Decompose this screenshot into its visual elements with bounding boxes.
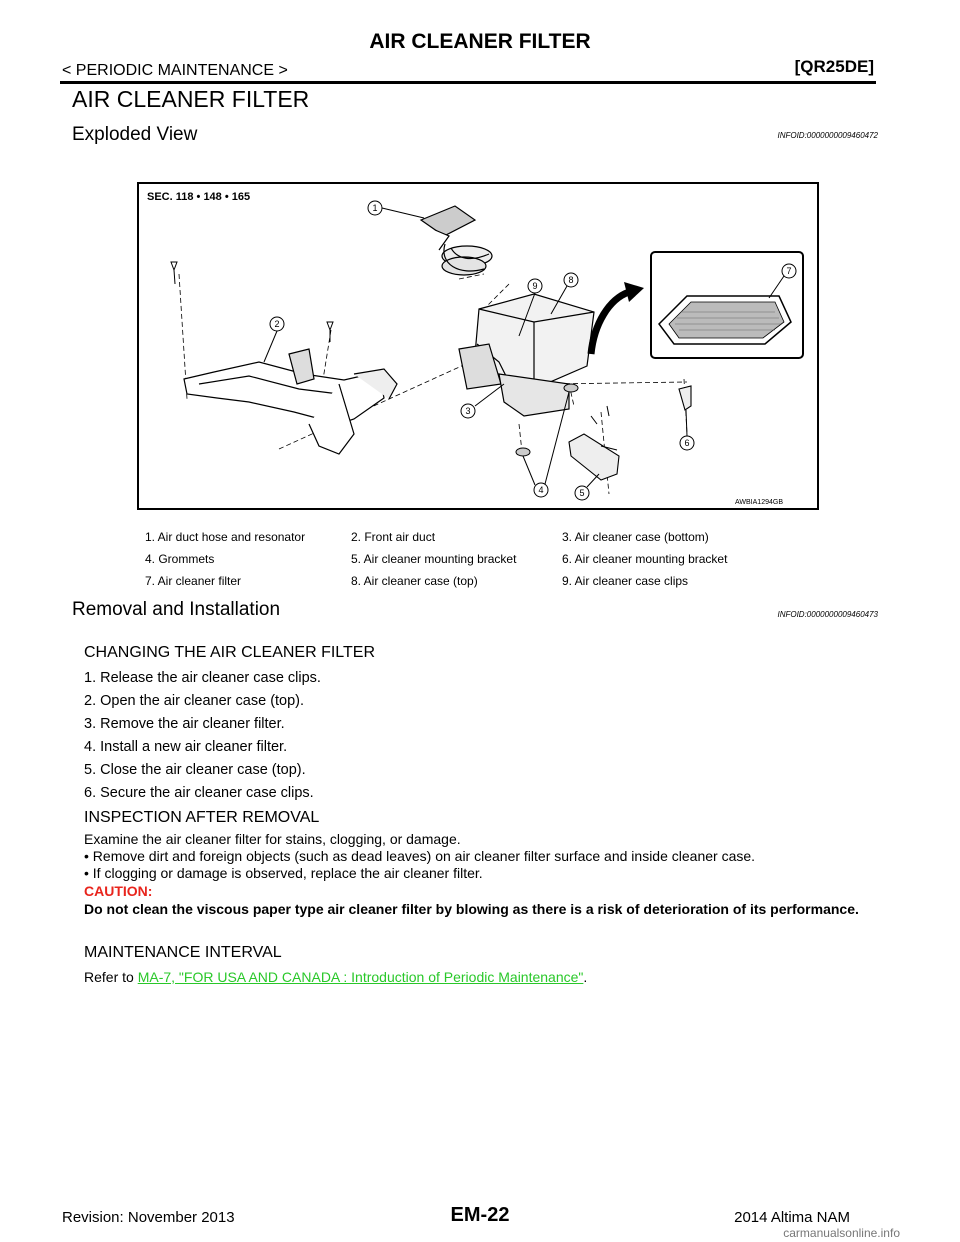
maintenance-interval-heading: MAINTENANCE INTERVAL: [84, 944, 282, 961]
svg-text:5: 5: [579, 488, 585, 498]
arrow-icon: [591, 292, 629, 354]
inspection-heading: INSPECTION AFTER REMOVAL: [84, 809, 320, 826]
removal-infoid: INFOID:0000000009460473: [777, 610, 878, 619]
revision-date: Revision: November 2013: [62, 1209, 235, 1226]
step-item: 3. Remove the air cleaner filter.: [84, 716, 285, 732]
svg-text:2: 2: [274, 319, 280, 329]
inspection-text: Examine the air cleaner filter for stains, clogging, or damage.: [84, 831, 461, 847]
air-cleaner-filter: [659, 296, 791, 344]
svg-text:4: 4: [538, 485, 544, 495]
legend-item: 3. Air cleaner case (bottom): [562, 530, 709, 544]
svg-text:8: 8: [568, 275, 574, 285]
step-item: 6. Secure the air cleaner case clips.: [84, 785, 314, 801]
svg-text:6: 6: [684, 438, 690, 448]
mounting-bracket-6: [679, 386, 691, 410]
inspection-bullet: • If clogging or damage is observed, replace the air cleaner filter.: [84, 865, 483, 881]
sec-label: SEC. 118 • 148 • 165: [147, 191, 251, 203]
parts-legend: [145, 526, 825, 592]
watermark: carmanualsonline.info: [783, 1226, 900, 1240]
legend-row: [145, 526, 825, 548]
step-item: 5. Close the air cleaner case (top).: [84, 762, 306, 778]
legend-item: 7. Air cleaner filter: [145, 574, 242, 588]
arrow-head-icon: [624, 282, 644, 302]
changing-filter-heading: CHANGING THE AIR CLEANER FILTER: [84, 644, 376, 661]
page-header-title: AIR CLEANER FILTER: [369, 30, 591, 53]
step-item: 4. Install a new air cleaner filter.: [84, 739, 288, 755]
air-cleaner-case: [459, 294, 594, 416]
mounting-bracket-5: [569, 434, 619, 480]
periodic-maintenance-link[interactable]: MA-7, "FOR USA AND CANADA : Introduction of Periodic Maintenance": [137, 969, 584, 985]
svg-text:9: 9: [532, 281, 538, 291]
legend-row: [145, 548, 825, 570]
interval-prefix: Refer to: [84, 969, 134, 985]
callout-5: [575, 474, 599, 500]
legend-item: 4. Grommets: [145, 552, 215, 566]
section-title: AIR CLEANER FILTER: [72, 86, 310, 112]
callout-6: [680, 410, 694, 450]
inspection-bullet: • Remove dirt and foreign objects (such as dead leaves) on air cleaner filter surface and inside cleaner case.: [84, 848, 756, 864]
removal-heading: Removal and Installation: [72, 599, 281, 620]
interval-suffix: .: [583, 969, 588, 985]
figure-code: AWBIA1294GB: [735, 499, 783, 506]
legend-item: 2. Front air duct: [351, 530, 436, 544]
exploded-view-infoid: INFOID:0000000009460472: [777, 131, 878, 140]
caution-label: CAUTION:: [84, 883, 153, 899]
step-item: 2. Open the air cleaner case (top).: [84, 693, 305, 709]
svg-text:3: 3: [465, 406, 471, 416]
legend-item: 6. Air cleaner mounting bracket: [562, 552, 728, 566]
svg-text:1: 1: [372, 203, 378, 213]
legend-item: 9. Air cleaner case clips: [562, 574, 689, 588]
callout-2: [264, 317, 284, 362]
header-divider: [60, 81, 876, 84]
caution-text: Do not clean the viscous paper type air cleaner filter by blowing as there is a risk of deterioration of its performance.: [84, 901, 859, 917]
engine-code: [QR25DE]: [794, 57, 874, 76]
callout-1: [368, 201, 424, 218]
legend-item: 5. Air cleaner mounting bracket: [351, 552, 517, 566]
model-label: 2014 Altima NAM: [734, 1209, 850, 1226]
exploded-view-heading: Exploded View: [72, 124, 198, 145]
page-number: EM-22: [450, 1204, 510, 1226]
legend-row: [145, 570, 825, 592]
legend-item: 8. Air cleaner case (top): [351, 574, 478, 588]
maintenance-interval-text: [84, 969, 884, 986]
step-item: 1. Release the air cleaner case clips.: [84, 670, 321, 686]
front-air-duct: [184, 349, 397, 454]
air-duct-hose: [421, 206, 492, 275]
svg-text:7: 7: [786, 266, 792, 276]
exploded-view-figure: [137, 182, 819, 510]
air-cleaner-diagram: [139, 184, 817, 508]
legend-item: 1. Air duct hose and resonator: [145, 530, 306, 544]
breadcrumb: < PERIODIC MAINTENANCE >: [62, 62, 288, 79]
